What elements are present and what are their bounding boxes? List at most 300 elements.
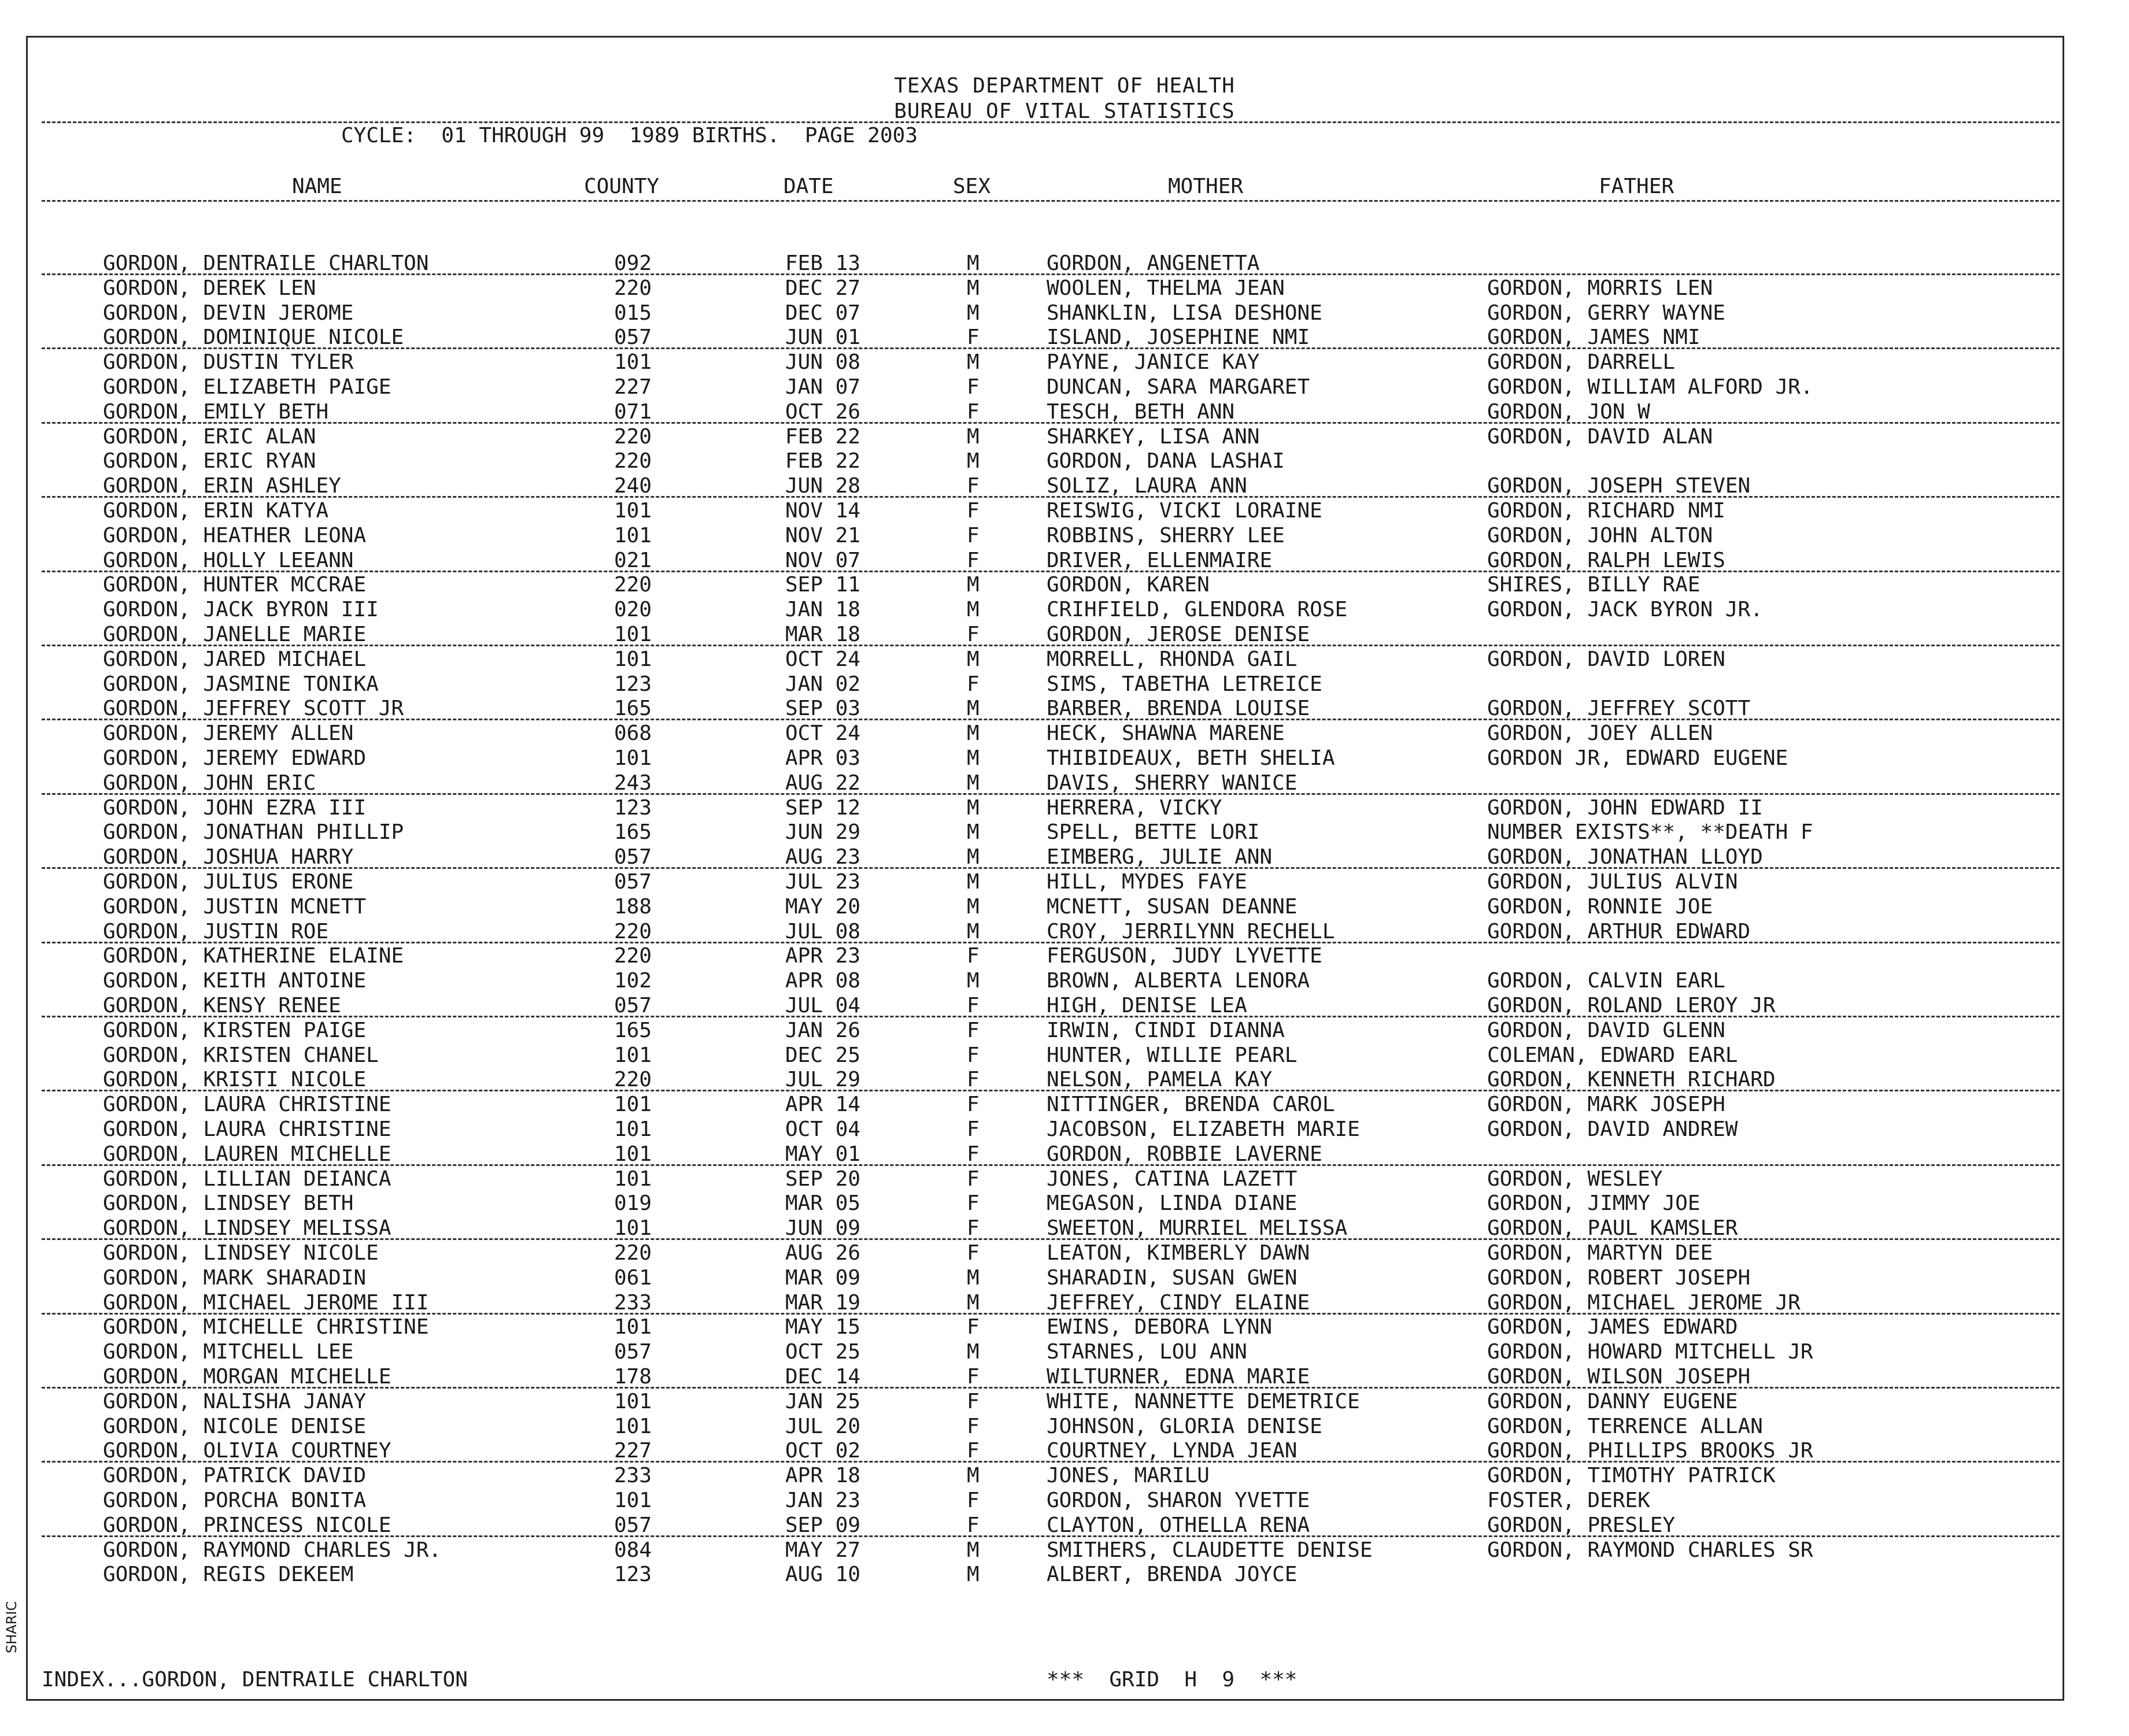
table-row — [0, 573, 2129, 598]
sex-cell: M — [967, 1464, 980, 1488]
sex-cell: M — [967, 1265, 980, 1290]
mother-cell: HUNTER, WILLIE PEARL — [1047, 1043, 1298, 1067]
mother-cell: JONES, MARILU — [1047, 1464, 1210, 1488]
table-row — [0, 375, 2129, 401]
name-cell: GORDON, JANELLE MARIE — [103, 623, 367, 646]
mother-cell: GORDON, DANA LASHAI — [1047, 449, 1285, 473]
sex-cell: F — [967, 375, 980, 399]
col-name-header: NAME — [292, 175, 342, 198]
group-separator — [42, 1535, 2060, 1537]
county-cell: 101 — [614, 647, 652, 671]
date-cell: JUL 08 — [785, 919, 861, 943]
name-cell: GORDON, HUNTER MCCRAE — [103, 573, 367, 597]
county-cell: 057 — [614, 325, 652, 350]
father-cell: GORDON, WILLIAM ALFORD JR. — [1487, 375, 1813, 399]
group-separator — [42, 1238, 2060, 1240]
table-row — [0, 1340, 2129, 1365]
county-cell: 240 — [614, 474, 652, 498]
sex-cell: F — [967, 1167, 980, 1191]
group-separator — [42, 1164, 2060, 1166]
father-cell: GORDON, GERRY WAYNE — [1487, 301, 1725, 325]
date-cell: JUN 29 — [785, 820, 861, 845]
group-separator — [42, 1090, 2060, 1091]
mother-cell: SMITHERS, CLAUDETTE DENISE — [1047, 1538, 1373, 1562]
father-cell: GORDON, PRESLEY — [1487, 1513, 1676, 1537]
father-cell: GORDON, PAUL KAMSLER — [1487, 1216, 1738, 1241]
sex-cell: M — [967, 894, 980, 919]
father-cell: GORDON, RICHARD NMI — [1487, 499, 1725, 523]
bureau-title: BUREAU OF VITAL STATISTICS — [894, 99, 1235, 123]
father-cell: GORDON, RAYMOND CHARLES SR — [1487, 1538, 1813, 1562]
date-cell: DEC 25 — [785, 1043, 861, 1067]
name-cell: GORDON, JULIUS ERONE — [103, 870, 354, 894]
mother-cell: WILTURNER, EDNA MARIE — [1047, 1365, 1310, 1389]
mother-cell: HIGH, DENISE LEA — [1047, 994, 1247, 1017]
group-separator — [42, 571, 2060, 572]
county-cell: 165 — [614, 697, 652, 721]
name-cell: GORDON, LAURA CHRISTINE — [103, 1117, 391, 1141]
county-cell: 101 — [614, 1117, 652, 1141]
sex-cell: F — [967, 523, 980, 547]
sex-cell: F — [967, 1414, 980, 1438]
date-cell: JUL 04 — [785, 994, 861, 1017]
mother-cell: DRIVER, ELLENMAIRE — [1047, 548, 1273, 572]
name-cell: GORDON, PRINCESS NICOLE — [103, 1513, 391, 1537]
table-row — [0, 944, 2129, 969]
sex-cell: M — [967, 276, 980, 300]
table-row — [0, 1043, 2129, 1069]
sex-cell: F — [967, 499, 980, 523]
sex-cell: F — [967, 1117, 980, 1141]
date-cell: APR 08 — [785, 969, 861, 993]
name-cell: GORDON, JONATHAN PHILLIP — [103, 820, 404, 845]
mother-cell: GORDON, ROBBIE LAVERNE — [1047, 1142, 1322, 1166]
sex-cell: M — [967, 1538, 980, 1562]
county-cell: 101 — [614, 1315, 652, 1339]
sex-cell: F — [967, 1216, 980, 1241]
date-cell: JUN 08 — [785, 350, 861, 375]
table-row — [0, 1489, 2129, 1514]
table-row — [0, 598, 2129, 623]
name-cell: GORDON, DEVIN JEROME — [103, 301, 354, 325]
name-cell: GORDON, REGIS DEKEEM — [103, 1563, 354, 1587]
date-cell: NOV 07 — [785, 548, 861, 572]
name-cell: GORDON, LAUREN MICHELLE — [103, 1142, 391, 1166]
name-cell: GORDON, RAYMOND CHARLES JR. — [103, 1538, 442, 1562]
table-row — [0, 425, 2129, 450]
side-label: SHARIC — [3, 1601, 20, 1653]
name-cell: GORDON, JOSHUA HARRY — [103, 845, 354, 869]
mother-cell: TESCH, BETH ANN — [1047, 399, 1235, 424]
father-cell: GORDON, DARRELL — [1487, 350, 1676, 375]
name-cell: GORDON, KRISTI NICOLE — [103, 1068, 367, 1092]
name-cell: GORDON, NICOLE DENISE — [103, 1414, 367, 1438]
county-cell: 071 — [614, 399, 652, 424]
mother-cell: THIBIDEAUX, BETH SHELIA — [1047, 746, 1335, 770]
mother-cell: HILL, MYDES FAYE — [1047, 870, 1247, 894]
father-cell: GORDON, MICHAEL JEROME JR — [1487, 1290, 1801, 1315]
county-cell: 101 — [614, 499, 652, 523]
date-cell: MAY 20 — [785, 894, 861, 919]
name-cell: GORDON, NALISHA JANAY — [103, 1389, 367, 1413]
sex-cell: F — [967, 1365, 980, 1389]
county-cell: 165 — [614, 1018, 652, 1042]
county-cell: 101 — [614, 1167, 652, 1191]
group-separator — [42, 719, 2060, 720]
sex-cell: M — [967, 746, 980, 770]
table-row — [0, 1266, 2129, 1291]
name-cell: GORDON, HOLLY LEEANN — [103, 548, 354, 572]
name-cell: GORDON, DOMINIQUE NICOLE — [103, 325, 404, 350]
sex-cell: F — [967, 1018, 980, 1042]
table-row — [0, 1538, 2129, 1564]
sex-cell: M — [967, 845, 980, 869]
table-row — [0, 524, 2129, 549]
mother-cell: GORDON, KAREN — [1047, 573, 1210, 597]
sex-cell: F — [967, 474, 980, 498]
county-cell: 123 — [614, 672, 652, 696]
date-cell: MAR 19 — [785, 1290, 861, 1315]
county-cell: 123 — [614, 795, 652, 820]
table-row — [0, 499, 2129, 524]
table-row — [0, 647, 2129, 673]
mother-cell: JACOBSON, ELIZABETH MARIE — [1047, 1117, 1360, 1141]
date-cell: AUG 22 — [785, 771, 861, 795]
mother-cell: SHANKLIN, LISA DESHONE — [1047, 301, 1322, 325]
group-separator — [42, 1387, 2060, 1389]
father-cell: GORDON, MARK JOSEPH — [1487, 1093, 1725, 1117]
sex-cell: F — [967, 1093, 980, 1117]
father-cell: GORDON, ROLAND LEROY JR — [1487, 994, 1776, 1017]
header-rule — [42, 121, 2060, 123]
mother-cell: MORRELL, RHONDA GAIL — [1047, 647, 1298, 671]
name-cell: GORDON, MARK SHARADIN — [103, 1265, 367, 1290]
sex-cell: F — [967, 399, 980, 424]
mother-cell: STARNES, LOU ANN — [1047, 1340, 1247, 1364]
sex-cell: F — [967, 1191, 980, 1216]
date-cell: MAY 27 — [785, 1538, 861, 1562]
sex-cell: M — [967, 350, 980, 375]
county-cell: 220 — [614, 424, 652, 449]
group-separator — [42, 645, 2060, 646]
county-cell: 220 — [614, 1068, 652, 1092]
group-separator — [42, 1313, 2060, 1315]
mother-cell: LEATON, KIMBERLY DAWN — [1047, 1241, 1310, 1265]
sex-cell: M — [967, 1563, 980, 1587]
father-cell: FOSTER, DEREK — [1487, 1489, 1650, 1512]
mother-cell: CLAYTON, OTHELLA RENA — [1047, 1513, 1310, 1537]
sex-cell: M — [967, 795, 980, 820]
father-cell: GORDON, JOSEPH STEVEN — [1487, 474, 1751, 498]
name-cell: GORDON, JUSTIN ROE — [103, 919, 329, 943]
name-cell: GORDON, KATHERINE ELAINE — [103, 944, 404, 968]
father-cell: COLEMAN, EDWARD EARL — [1487, 1043, 1738, 1067]
county-cell: 220 — [614, 944, 652, 968]
sex-cell: F — [967, 623, 980, 646]
name-cell: GORDON, ERIN KATYA — [103, 499, 329, 523]
father-cell: GORDON, TIMOTHY PATRICK — [1487, 1464, 1776, 1488]
mother-cell: SOLIZ, LAURA ANN — [1047, 474, 1247, 498]
date-cell: JUL 23 — [785, 870, 861, 894]
cycle-line: CYCLE: 01 THROUGH 99 1989 BIRTHS. PAGE 2003 — [341, 124, 918, 147]
mother-cell: SHARADIN, SUSAN GWEN — [1047, 1265, 1298, 1290]
name-cell: GORDON, MICHAEL JEROME III — [103, 1290, 429, 1315]
father-cell: GORDON, MARTYN DEE — [1487, 1241, 1713, 1265]
county-cell: 061 — [614, 1265, 652, 1290]
mother-cell: BARBER, BRENDA LOUISE — [1047, 697, 1310, 721]
name-cell: GORDON, JOHN ERIC — [103, 771, 316, 795]
date-cell: APR 23 — [785, 944, 861, 968]
county-cell: 227 — [614, 1439, 652, 1463]
county-cell: 057 — [614, 870, 652, 894]
mother-cell: MEGASON, LINDA DIANE — [1047, 1191, 1298, 1216]
table-row — [0, 672, 2129, 698]
mother-cell: REISWIG, VICKI LORAINE — [1047, 499, 1322, 523]
table-row — [0, 449, 2129, 475]
table-row — [0, 1191, 2129, 1217]
county-cell: 084 — [614, 1538, 652, 1562]
name-cell: GORDON, KENSY RENEE — [103, 994, 341, 1017]
county-cell: 101 — [614, 1489, 652, 1512]
name-cell: GORDON, JACK BYRON III — [103, 598, 379, 622]
name-cell: GORDON, KIRSTEN PAIGE — [103, 1018, 367, 1042]
date-cell: NOV 21 — [785, 523, 861, 547]
table-row — [0, 1464, 2129, 1489]
county-cell: 057 — [614, 994, 652, 1017]
group-separator — [42, 422, 2060, 424]
sex-cell: M — [967, 598, 980, 622]
name-cell: GORDON, OLIVIA COURTNEY — [103, 1439, 391, 1463]
mother-cell: JONES, CATINA LAZETT — [1047, 1167, 1298, 1191]
father-cell: GORDON, DAVID ANDREW — [1487, 1117, 1738, 1141]
name-cell: GORDON, KEITH ANTOINE — [103, 969, 367, 993]
sex-cell: F — [967, 1043, 980, 1067]
date-cell: MAY 15 — [785, 1315, 861, 1339]
mother-cell: GORDON, JEROSE DENISE — [1047, 623, 1310, 646]
mother-cell: WHITE, NANNETTE DEMETRICE — [1047, 1389, 1360, 1413]
name-cell: GORDON, PORCHA BONITA — [103, 1489, 367, 1512]
county-cell: 057 — [614, 1513, 652, 1537]
sex-cell: M — [967, 647, 980, 671]
group-separator — [42, 867, 2060, 869]
name-cell: GORDON, LILLIAN DEIANCA — [103, 1167, 391, 1191]
date-cell: MAR 05 — [785, 1191, 861, 1216]
county-cell: 220 — [614, 573, 652, 597]
father-cell: GORDON, JON W — [1487, 399, 1650, 424]
date-cell: JUL 29 — [785, 1068, 861, 1092]
sex-cell: M — [967, 424, 980, 449]
father-cell: GORDON JR, EDWARD EUGENE — [1487, 746, 1788, 770]
sex-cell: M — [967, 771, 980, 795]
sex-cell: M — [967, 697, 980, 721]
father-cell: GORDON, JAMES EDWARD — [1487, 1315, 1738, 1339]
county-cell: 178 — [614, 1365, 652, 1389]
sex-cell: M — [967, 870, 980, 894]
date-cell: OCT 24 — [785, 647, 861, 671]
mother-cell: IRWIN, CINDI DIANNA — [1047, 1018, 1285, 1042]
mother-cell: JEFFREY, CINDY ELAINE — [1047, 1290, 1310, 1315]
name-cell: GORDON, LINDSEY BETH — [103, 1191, 354, 1216]
date-cell: JAN 07 — [785, 375, 861, 399]
sex-cell: F — [967, 1489, 980, 1512]
sex-cell: F — [967, 325, 980, 350]
date-cell: APR 03 — [785, 746, 861, 770]
mother-cell: SWEETON, MURRIEL MELISSA — [1047, 1216, 1348, 1241]
col-date-header: DATE — [783, 175, 834, 198]
mother-cell: GORDON, SHARON YVETTE — [1047, 1489, 1310, 1512]
date-cell: JAN 25 — [785, 1389, 861, 1413]
date-cell: DEC 14 — [785, 1365, 861, 1389]
table-row — [0, 870, 2129, 895]
table-row — [0, 820, 2129, 846]
col-father-header: FATHER — [1599, 175, 1675, 198]
county-cell: 068 — [614, 721, 652, 746]
mother-cell: MCNETT, SUSAN DEANNE — [1047, 894, 1298, 919]
mother-cell: WOOLEN, THELMA JEAN — [1047, 276, 1285, 300]
sex-cell: F — [967, 672, 980, 696]
name-cell: GORDON, LINDSEY NICOLE — [103, 1241, 379, 1265]
county-cell: 243 — [614, 771, 652, 795]
name-cell: GORDON, JASMINE TONIKA — [103, 672, 379, 696]
mother-cell: DUNCAN, SARA MARGARET — [1047, 375, 1310, 399]
name-cell: GORDON, JUSTIN MCNETT — [103, 894, 367, 919]
county-cell: 220 — [614, 276, 652, 300]
name-cell: GORDON, ERIC ALAN — [103, 424, 316, 449]
name-cell: GORDON, EMILY BETH — [103, 399, 329, 424]
county-cell: 101 — [614, 350, 652, 375]
department-title: TEXAS DEPARTMENT OF HEALTH — [894, 74, 1235, 98]
table-row — [0, 276, 2129, 302]
father-cell: GORDON, JIMMY JOE — [1487, 1191, 1701, 1216]
father-cell: NUMBER EXISTS**, **DEATH F — [1487, 820, 1813, 845]
date-cell: SEP 20 — [785, 1167, 861, 1191]
table-row — [0, 746, 2129, 772]
date-cell: SEP 11 — [785, 573, 861, 597]
date-cell: JAN 23 — [785, 1489, 861, 1512]
date-cell: FEB 22 — [785, 449, 861, 473]
father-cell: GORDON, JEFFREY SCOTT — [1487, 697, 1751, 721]
name-cell: GORDON, HEATHER LEONA — [103, 523, 367, 547]
father-cell: GORDON, DAVID LOREN — [1487, 647, 1725, 671]
county-cell: 102 — [614, 969, 652, 993]
table-row — [0, 350, 2129, 376]
mother-cell: EWINS, DEBORA LYNN — [1047, 1315, 1273, 1339]
sex-cell: M — [967, 1340, 980, 1364]
mother-cell: CROY, JERRILYNN RECHELL — [1047, 919, 1335, 943]
county-cell: 021 — [614, 548, 652, 572]
table-row — [0, 1415, 2129, 1440]
date-cell: SEP 12 — [785, 795, 861, 820]
father-cell: GORDON, JACK BYRON JR. — [1487, 598, 1763, 622]
name-cell: GORDON, JARED MICHAEL — [103, 647, 367, 671]
county-cell: 101 — [614, 1043, 652, 1067]
table-row — [0, 721, 2129, 747]
name-cell: GORDON, LINDSEY MELISSA — [103, 1216, 391, 1241]
name-cell: GORDON, DEREK LEN — [103, 276, 316, 300]
name-cell: GORDON, JEREMY ALLEN — [103, 721, 354, 746]
index-footer: INDEX...GORDON, DENTRAILE CHARLTON — [42, 1668, 468, 1691]
name-cell: GORDON, LAURA CHRISTINE — [103, 1093, 391, 1117]
county-cell: 188 — [614, 894, 652, 919]
date-cell: JUN 09 — [785, 1216, 861, 1241]
mother-cell: HECK, SHAWNA MARENE — [1047, 721, 1285, 746]
name-cell: GORDON, JEFFREY SCOTT JR — [103, 697, 404, 721]
name-cell: GORDON, JOHN EZRA III — [103, 795, 367, 820]
mother-cell: ROBBINS, SHERRY LEE — [1047, 523, 1285, 547]
date-cell: AUG 26 — [785, 1241, 861, 1265]
mother-cell: HERRERA, VICKY — [1047, 795, 1222, 820]
father-cell: GORDON, DANNY EUGENE — [1487, 1389, 1738, 1413]
name-cell: GORDON, JEREMY EDWARD — [103, 746, 367, 770]
father-cell: GORDON, JOEY ALLEN — [1487, 721, 1713, 746]
date-cell: NOV 14 — [785, 499, 861, 523]
date-cell: APR 14 — [785, 1093, 861, 1117]
sex-cell: M — [967, 820, 980, 845]
table-row — [0, 1019, 2129, 1044]
county-cell: 101 — [614, 623, 652, 646]
mother-cell: ALBERT, BRENDA JOYCE — [1047, 1563, 1298, 1587]
table-row — [0, 1315, 2129, 1341]
county-cell: 101 — [614, 1389, 652, 1413]
name-cell: GORDON, KRISTEN CHANEL — [103, 1043, 379, 1067]
sex-cell: M — [967, 721, 980, 746]
table-row — [0, 1241, 2129, 1267]
county-cell: 165 — [614, 820, 652, 845]
name-cell: GORDON, MICHELLE CHRISTINE — [103, 1315, 429, 1339]
county-cell: 101 — [614, 1414, 652, 1438]
county-cell: 233 — [614, 1464, 652, 1488]
sex-cell: F — [967, 1315, 980, 1339]
mother-cell: COURTNEY, LYNDA JEAN — [1047, 1439, 1298, 1463]
date-cell: OCT 26 — [785, 399, 861, 424]
table-row — [0, 1093, 2129, 1118]
mother-cell: SHARKEY, LISA ANN — [1047, 424, 1260, 449]
sex-cell: F — [967, 1142, 980, 1166]
date-cell: AUG 10 — [785, 1563, 861, 1587]
group-separator — [42, 347, 2060, 349]
county-cell: 220 — [614, 449, 652, 473]
father-cell: GORDON, PHILLIPS BROOKS JR — [1487, 1439, 1813, 1463]
father-cell: GORDON, JAMES NMI — [1487, 325, 1701, 350]
sex-cell: M — [967, 919, 980, 943]
county-cell: 101 — [614, 1216, 652, 1241]
county-cell: 101 — [614, 523, 652, 547]
table-row — [0, 1563, 2129, 1588]
county-cell: 101 — [614, 1093, 652, 1117]
name-cell: GORDON, ELIZABETH PAIGE — [103, 375, 391, 399]
name-cell: GORDON, MORGAN MICHELLE — [103, 1365, 391, 1389]
father-cell: GORDON, TERRENCE ALLAN — [1487, 1414, 1763, 1438]
sex-cell: M — [967, 1290, 980, 1315]
date-cell: JAN 18 — [785, 598, 861, 622]
county-cell: 220 — [614, 1241, 652, 1265]
date-cell: SEP 03 — [785, 697, 861, 721]
county-cell: 019 — [614, 1191, 652, 1216]
date-cell: OCT 25 — [785, 1340, 861, 1364]
date-cell: JAN 02 — [785, 672, 861, 696]
group-separator — [42, 1461, 2060, 1463]
date-cell: OCT 02 — [785, 1439, 861, 1463]
county-cell: 101 — [614, 1142, 652, 1166]
date-cell: JAN 26 — [785, 1018, 861, 1042]
mother-cell: CRIHFIELD, GLENDORA ROSE — [1047, 598, 1348, 622]
table-row — [0, 969, 2129, 994]
grid-footer: *** GRID H 9 *** — [1047, 1668, 1298, 1691]
county-cell: 057 — [614, 845, 652, 869]
date-cell: FEB 13 — [785, 251, 861, 275]
col-mother-header: MOTHER — [1168, 175, 1244, 198]
date-cell: JUN 01 — [785, 325, 861, 350]
